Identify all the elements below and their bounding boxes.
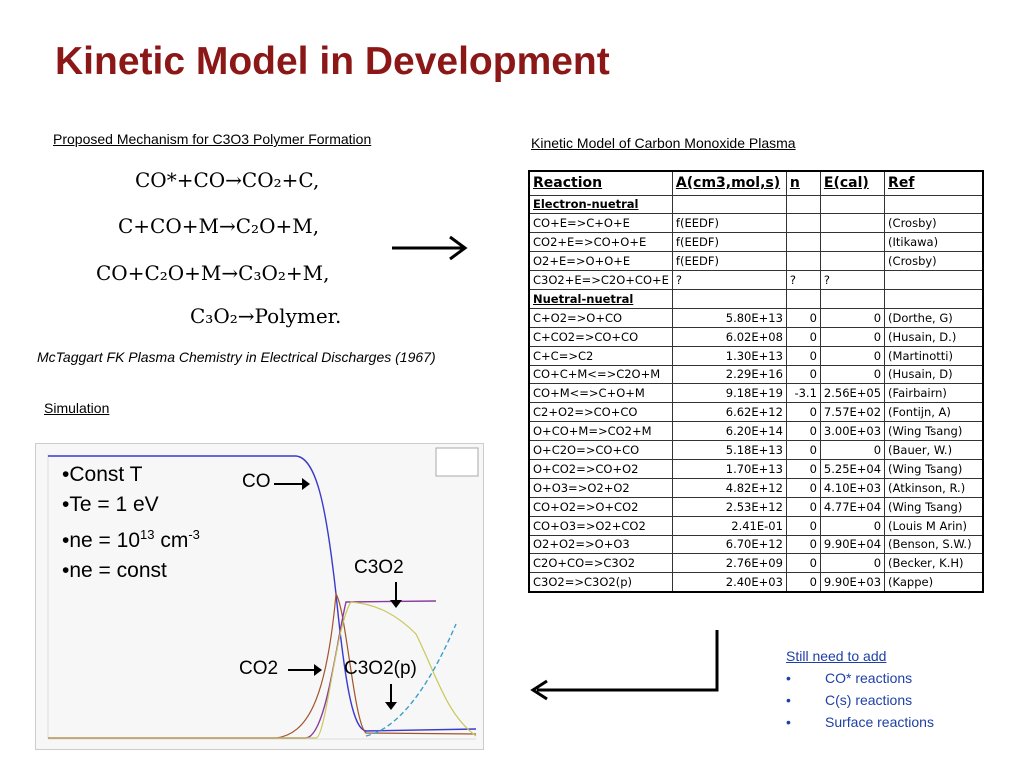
exponent: 13 [140, 527, 155, 542]
table-cell [885, 195, 983, 214]
table-cell: ? [786, 271, 820, 290]
table-cell: (Fairbairn) [885, 384, 983, 403]
bullet: • [786, 714, 791, 730]
co2-arrow-icon [286, 660, 326, 680]
table-cell: 0 [786, 441, 820, 460]
table-cell: (Wing Tsang) [885, 459, 983, 478]
table-cell: 0 [786, 535, 820, 554]
table-cell: 0 [820, 327, 884, 346]
table-cell: (Kappe) [885, 573, 983, 592]
table-cell: ? [820, 271, 884, 290]
c3o2-arrow-icon [386, 580, 406, 610]
table-cell: 0 [786, 365, 820, 384]
table-cell [786, 233, 820, 252]
table-row [529, 346, 983, 365]
table-row [529, 233, 983, 252]
table-cell [786, 195, 820, 214]
table-cell: CO+C+M<=>C2O+M [529, 365, 672, 384]
condition: •Const T [62, 463, 143, 486]
simulation-caption: Simulation [44, 400, 110, 416]
table-cell [885, 289, 983, 308]
section-label: Nuetral-nuetral [529, 289, 672, 308]
table-cell [786, 289, 820, 308]
return-arrow-icon [525, 628, 725, 703]
table-cell: 9.18E+19 [672, 384, 786, 403]
table-cell: CO2+E=>CO+O+E [529, 233, 672, 252]
list-item [786, 714, 934, 730]
table-row [529, 271, 983, 290]
table-cell: O+O3=>O2+O2 [529, 478, 672, 497]
c3o2p-arrow-icon [381, 682, 401, 712]
todo-heading: Still need to add [786, 648, 887, 664]
table-cell: 0 [786, 459, 820, 478]
table-cell: 2.40E+03 [672, 573, 786, 592]
table-cell: ? [672, 271, 786, 290]
table-cell [820, 252, 884, 271]
table-cell: O+C2O=>CO+CO [529, 441, 672, 460]
table-cell: 0 [786, 497, 820, 516]
table-cell: (Dorthe, G) [885, 308, 983, 327]
co-label: CO [242, 471, 271, 492]
section-row [529, 195, 983, 214]
section-label: Electron-nuetral [529, 195, 672, 214]
table-row [529, 365, 983, 384]
table-cell [820, 289, 884, 308]
table-row [529, 422, 983, 441]
table-cell: 4.10E+03 [820, 478, 884, 497]
table-cell: 9.90E+04 [820, 535, 884, 554]
table-cell: 2.56E+05 [820, 384, 884, 403]
table-cell: 0 [820, 554, 884, 573]
table-cell: CO+M<=>C+O+M [529, 384, 672, 403]
unit: cm [154, 529, 189, 552]
table-cell: (Louis M Arin) [885, 516, 983, 535]
table-cell: C+C=>C2 [529, 346, 672, 365]
table-cell: 0 [820, 441, 884, 460]
table-cell: O2+E=>O+O+E [529, 252, 672, 271]
todo-item: C(s) reactions [825, 692, 913, 708]
table-cell: 5.25E+04 [820, 459, 884, 478]
table-cell: 0 [786, 308, 820, 327]
table-cell: (Becker, K.H) [885, 554, 983, 573]
table-cell: 9.90E+03 [820, 573, 884, 592]
table-cell: O2+O2=>O+O3 [529, 535, 672, 554]
table-row [529, 573, 983, 592]
table-cell: 0 [820, 516, 884, 535]
header-e: E(cal) [820, 171, 884, 195]
table-cell: 6.02E+08 [672, 327, 786, 346]
table-cell: 6.70E+12 [672, 535, 786, 554]
mechanism-caption: Proposed Mechanism for C3O3 Polymer Formation [53, 131, 372, 147]
table-row [529, 535, 983, 554]
header-a: A(cm3,mol,s) [672, 171, 786, 195]
table-cell: 0 [786, 554, 820, 573]
table-cell [786, 252, 820, 271]
equation: CO*+CO→CO₂+C, [135, 168, 320, 192]
kinetic-model-caption: Kinetic Model of Carbon Monoxide Plasma [531, 135, 796, 151]
table-cell: (Fontijn, A) [885, 403, 983, 422]
table-cell: 2.29E+16 [672, 365, 786, 384]
table-cell: 0 [786, 516, 820, 535]
list-item [786, 670, 934, 686]
table-cell: (Husain, D.) [885, 327, 983, 346]
table-cell: 4.82E+12 [672, 478, 786, 497]
table-cell: 3.00E+03 [820, 422, 884, 441]
table-row [529, 516, 983, 535]
table-cell: 2.76E+09 [672, 554, 786, 573]
table-cell: (Itikawa) [885, 233, 983, 252]
simulation-conditions [62, 460, 200, 586]
table-cell: 5.18E+13 [672, 441, 786, 460]
list-item [786, 692, 934, 708]
table-cell: f(EEDF) [672, 233, 786, 252]
c3o2-label: C3O2 [354, 557, 404, 578]
table-cell: (Martinotti) [885, 346, 983, 365]
table-cell: O+CO2=>CO+O2 [529, 459, 672, 478]
table-cell: 0 [786, 403, 820, 422]
header-reaction: Reaction [529, 171, 672, 195]
table-cell: (Atkinson, R.) [885, 478, 983, 497]
table-cell [672, 195, 786, 214]
todo-item: CO* reactions [825, 670, 913, 686]
table-cell: 5.80E+13 [672, 308, 786, 327]
table-cell [786, 214, 820, 233]
table-cell: 1.30E+13 [672, 346, 786, 365]
slide-title: Kinetic Model in Development [55, 40, 610, 83]
table-cell: 0 [820, 308, 884, 327]
right-arrow-icon [390, 234, 470, 264]
c3o2p-label: C3O2(p) [344, 658, 417, 679]
table-cell: 7.57E+02 [820, 403, 884, 422]
table-cell: 2.41E-01 [672, 516, 786, 535]
table-cell: 6.20E+14 [672, 422, 786, 441]
todo-item: Surface reactions [825, 714, 934, 730]
header-ref: Ref [885, 171, 983, 195]
equation: C₃O₂→Polymer. [190, 304, 342, 328]
table-row [529, 252, 983, 271]
table-cell [820, 214, 884, 233]
table-cell: C2+O2=>CO+CO [529, 403, 672, 422]
table-cell: C3O2+E=>C2O+CO+E [529, 271, 672, 290]
table-cell: CO+E=>C+O+E [529, 214, 672, 233]
table-cell: 0 [820, 365, 884, 384]
table-header-row [529, 171, 983, 195]
table-cell: 0 [786, 573, 820, 592]
exponent: -3 [188, 527, 200, 542]
condition: •ne = const [62, 559, 167, 582]
table-cell: 0 [820, 346, 884, 365]
table-row [529, 497, 983, 516]
table-cell: 2.53E+12 [672, 497, 786, 516]
table-row [529, 214, 983, 233]
table-row [529, 441, 983, 460]
table-cell: f(EEDF) [672, 214, 786, 233]
citation: McTaggart FK Plasma Chemistry in Electrical Discharges (1967) [37, 349, 436, 365]
header-n: n [786, 171, 820, 195]
bullet: • [786, 692, 791, 708]
table-body [529, 195, 983, 592]
table-cell: (Bauer, W.) [885, 441, 983, 460]
table-cell: C2O+CO=>C3O2 [529, 554, 672, 573]
table-cell [672, 289, 786, 308]
table-cell: C+CO2=>CO+CO [529, 327, 672, 346]
table-row [529, 554, 983, 573]
table-row [529, 403, 983, 422]
table-cell: 0 [786, 478, 820, 497]
table-cell: (Crosby) [885, 214, 983, 233]
table-row [529, 327, 983, 346]
table-row [529, 459, 983, 478]
table-cell: CO+O2=>O+CO2 [529, 497, 672, 516]
table-row [529, 308, 983, 327]
equation: CO+C₂O+M→C₃O₂+M, [96, 261, 330, 285]
co-arrow-icon [272, 474, 312, 494]
table-cell [820, 195, 884, 214]
table-row [529, 478, 983, 497]
table-cell: CO+O3=>O2+CO2 [529, 516, 672, 535]
table-cell: C3O2=>C3O2(p) [529, 573, 672, 592]
bullet: • [786, 670, 791, 686]
table-cell: -3.1 [786, 384, 820, 403]
table-cell: 1.70E+13 [672, 459, 786, 478]
table-cell [820, 233, 884, 252]
condition: •ne = 10 [62, 529, 141, 552]
table-cell: (Husain, D) [885, 365, 983, 384]
table-cell: (Benson, S.W.) [885, 535, 983, 554]
equation: C+CO+M→C₂O+M, [118, 214, 320, 238]
table-row [529, 384, 983, 403]
table-cell: 0 [786, 327, 820, 346]
table-cell: (Crosby) [885, 252, 983, 271]
table-cell: C+O2=>O+CO [529, 308, 672, 327]
simulation-plot [35, 443, 484, 750]
todo-list [786, 648, 934, 736]
table-cell [885, 271, 983, 290]
co2-label: CO2 [239, 658, 279, 679]
table-cell: 6.62E+12 [672, 403, 786, 422]
table-cell: (Wing Tsang) [885, 422, 983, 441]
table-cell: f(EEDF) [672, 252, 786, 271]
table-cell: 0 [786, 422, 820, 441]
table-cell: (Wing Tsang) [885, 497, 983, 516]
reaction-table [528, 170, 984, 593]
table-cell: 0 [786, 346, 820, 365]
table-cell: O+CO+M=>CO2+M [529, 422, 672, 441]
condition [62, 520, 200, 556]
section-row [529, 289, 983, 308]
table-cell: 4.77E+04 [820, 497, 884, 516]
condition: •Te = 1 eV [62, 493, 159, 516]
